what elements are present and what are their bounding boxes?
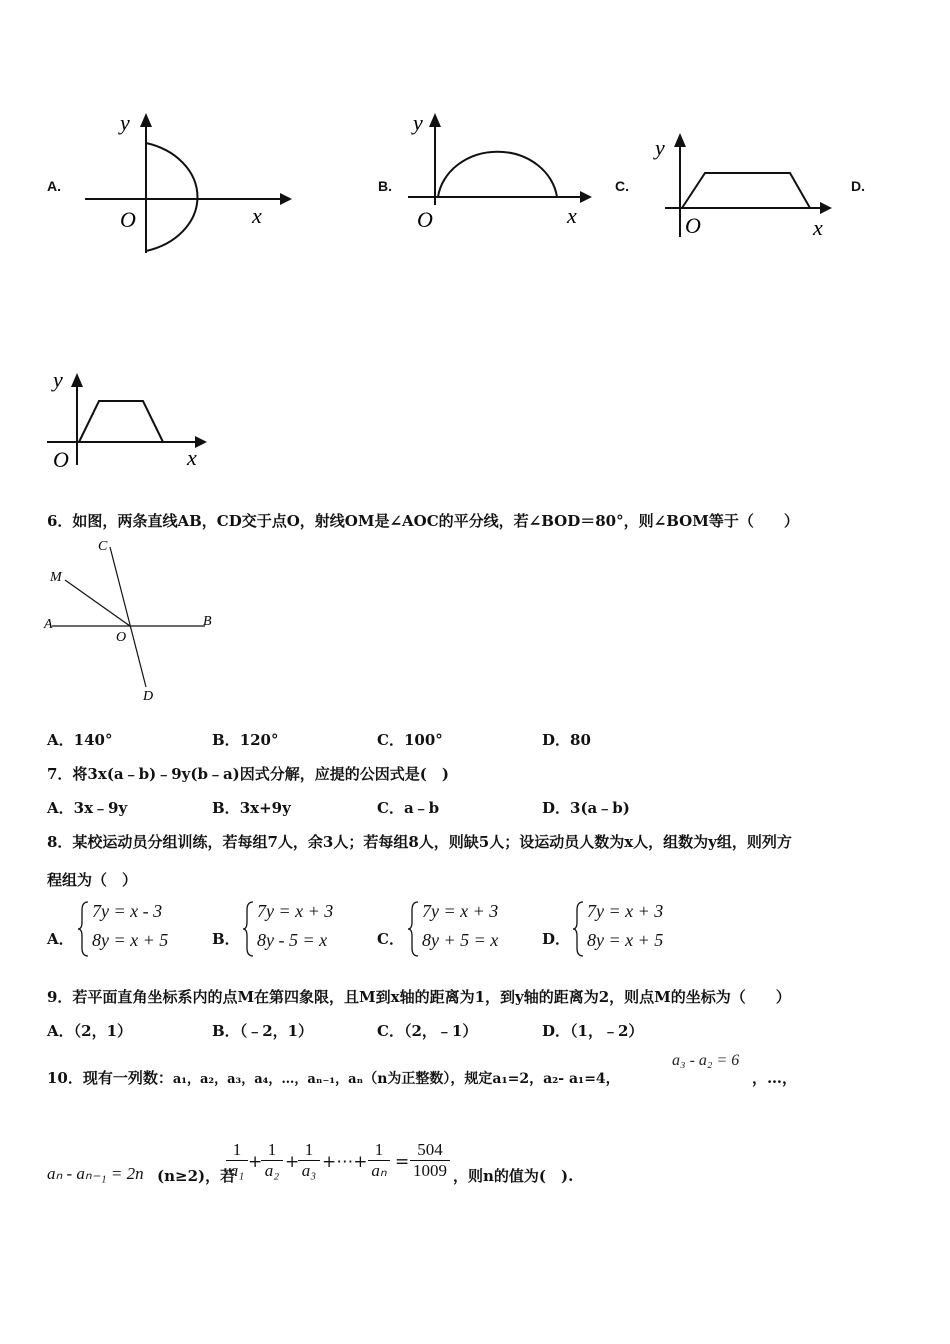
q6-figure bbox=[40, 535, 230, 705]
q10-plus-2: + bbox=[285, 1152, 300, 1172]
graph-d-x-label: x bbox=[187, 445, 197, 470]
q6-option-b[interactable]: B．120° bbox=[212, 731, 279, 749]
q9-text: 9．若平面直角坐标系内的点M在第四象限，且M到x轴的距离为1，到y轴的距离为2，则点M的坐标为（ ） bbox=[47, 988, 791, 1006]
q8-option-b-label[interactable]: B． bbox=[212, 930, 240, 948]
label-c: C bbox=[98, 539, 108, 554]
graph-d-origin-label: O bbox=[53, 447, 69, 472]
graph-a-origin-label: O bbox=[120, 207, 136, 232]
q10-frac-3: $\frac{1}{\text{a₃}}$ bbox=[298, 1140, 320, 1181]
q10-dots: +⋯+ bbox=[322, 1152, 368, 1172]
q9-option-b[interactable]: B．（﹣2，1） bbox=[212, 1022, 314, 1040]
q10-frac-1: $\frac{1}{\text{a₁}}$ bbox=[226, 1140, 248, 1181]
label-m: M bbox=[50, 570, 62, 585]
graph-b-origin-label: O bbox=[417, 207, 433, 232]
q10-recurrence-cond: (n≥2)，若 bbox=[157, 1167, 236, 1185]
graph-c-x-label: x bbox=[813, 215, 823, 240]
q8-option-a-label[interactable]: A． bbox=[47, 930, 74, 948]
q7-option-b[interactable]: B．3x+9y bbox=[212, 799, 291, 817]
label-b: B bbox=[203, 614, 212, 629]
q10-plus-1: + bbox=[248, 1152, 263, 1172]
graph-c-origin-label: O bbox=[685, 213, 701, 238]
q10-tail: ，则n的值为( ). bbox=[453, 1167, 574, 1185]
graph-a-y-label: y bbox=[120, 110, 130, 135]
q10-recurrence: aₙ - aₙ₋₁ = 2n bbox=[47, 1164, 144, 1183]
option-b-label: B. bbox=[378, 178, 392, 194]
q10-frac-n: $\frac{1}{\text{aₙ}}$ bbox=[368, 1140, 390, 1181]
q8-option-c-system: 7y = x + 3 8y + 5 = x bbox=[408, 900, 518, 960]
q8-option-b-system: 7y = x + 3 8y - 5 = x bbox=[243, 900, 353, 960]
q6-text: 6．如图，两条直线AB，CD交于点O，射线OM是∠AOC的平分线，若∠BOD＝80°，则∠BOM等于（ ） bbox=[47, 512, 799, 530]
q8-option-c-label[interactable]: C． bbox=[377, 930, 404, 948]
q6-option-d[interactable]: D．80 bbox=[542, 731, 591, 749]
q7-option-d[interactable]: D．3(a﹣b) bbox=[542, 799, 630, 817]
q6-option-c[interactable]: C．100° bbox=[377, 731, 443, 749]
q7-text: 7．将3x(a﹣b)﹣9y(b﹣a)因式分解，应提的公因式是( ) bbox=[47, 765, 449, 783]
q10-frac-2: $\frac{1}{\text{a₂}}$ bbox=[261, 1140, 283, 1181]
q10-a3-minus-a2: a₃ - a₂ = 6 bbox=[672, 1052, 740, 1069]
q8-text-line1: 8．某校运动员分组训练，若每组7人，余3人；若每组8人，则缺5人；设运动员人数为x人，组数为y组，则列方 bbox=[47, 833, 792, 851]
graph-a-x-label: x bbox=[252, 203, 262, 228]
graph-b-y-label: y bbox=[413, 110, 423, 135]
label-a: A bbox=[44, 617, 53, 632]
option-a-label: A. bbox=[47, 178, 61, 194]
graph-c-y-label: y bbox=[655, 135, 665, 160]
q6-option-a[interactable]: A．140° bbox=[47, 731, 113, 749]
q9-option-d[interactable]: D．（1，﹣2） bbox=[542, 1022, 644, 1040]
q10-equals: = bbox=[395, 1152, 410, 1172]
graph-b bbox=[405, 105, 595, 235]
q10-ellipsis: ，…， bbox=[752, 1069, 798, 1087]
q7-option-a[interactable]: A．3x﹣9y bbox=[47, 799, 128, 817]
graph-a bbox=[80, 105, 295, 260]
q10-result-frac: $\frac{504}{1009}$ bbox=[410, 1140, 450, 1181]
q9-option-a[interactable]: A．（2，1） bbox=[47, 1022, 133, 1040]
option-d-label: D. bbox=[851, 178, 865, 194]
q7-option-c[interactable]: C．a﹣b bbox=[377, 799, 440, 817]
q8-option-d-label[interactable]: D． bbox=[542, 930, 571, 948]
q8-option-a-system: 7y = x - 3 8y = x + 5 bbox=[78, 900, 188, 960]
q9-option-c[interactable]: C．（2，﹣1） bbox=[377, 1022, 478, 1040]
option-c-label: C. bbox=[615, 178, 629, 194]
q10-line1: 10．现有一列数：a₁，a₂，a₃，a₄，…，aₙ₋₁，aₙ（n为正整数），规定a₁=2，a₂- a₁=4， bbox=[47, 1069, 620, 1087]
q8-option-d-system: 7y = x + 3 8y = x + 5 bbox=[573, 900, 683, 960]
graph-d bbox=[45, 365, 215, 475]
graph-d-y-label: y bbox=[53, 367, 63, 392]
label-d: D bbox=[143, 689, 154, 704]
graph-b-x-label: x bbox=[567, 203, 577, 228]
graph-c bbox=[645, 125, 835, 240]
q8-text-line2: 程组为（ ） bbox=[47, 871, 138, 889]
label-o: O bbox=[116, 630, 127, 645]
